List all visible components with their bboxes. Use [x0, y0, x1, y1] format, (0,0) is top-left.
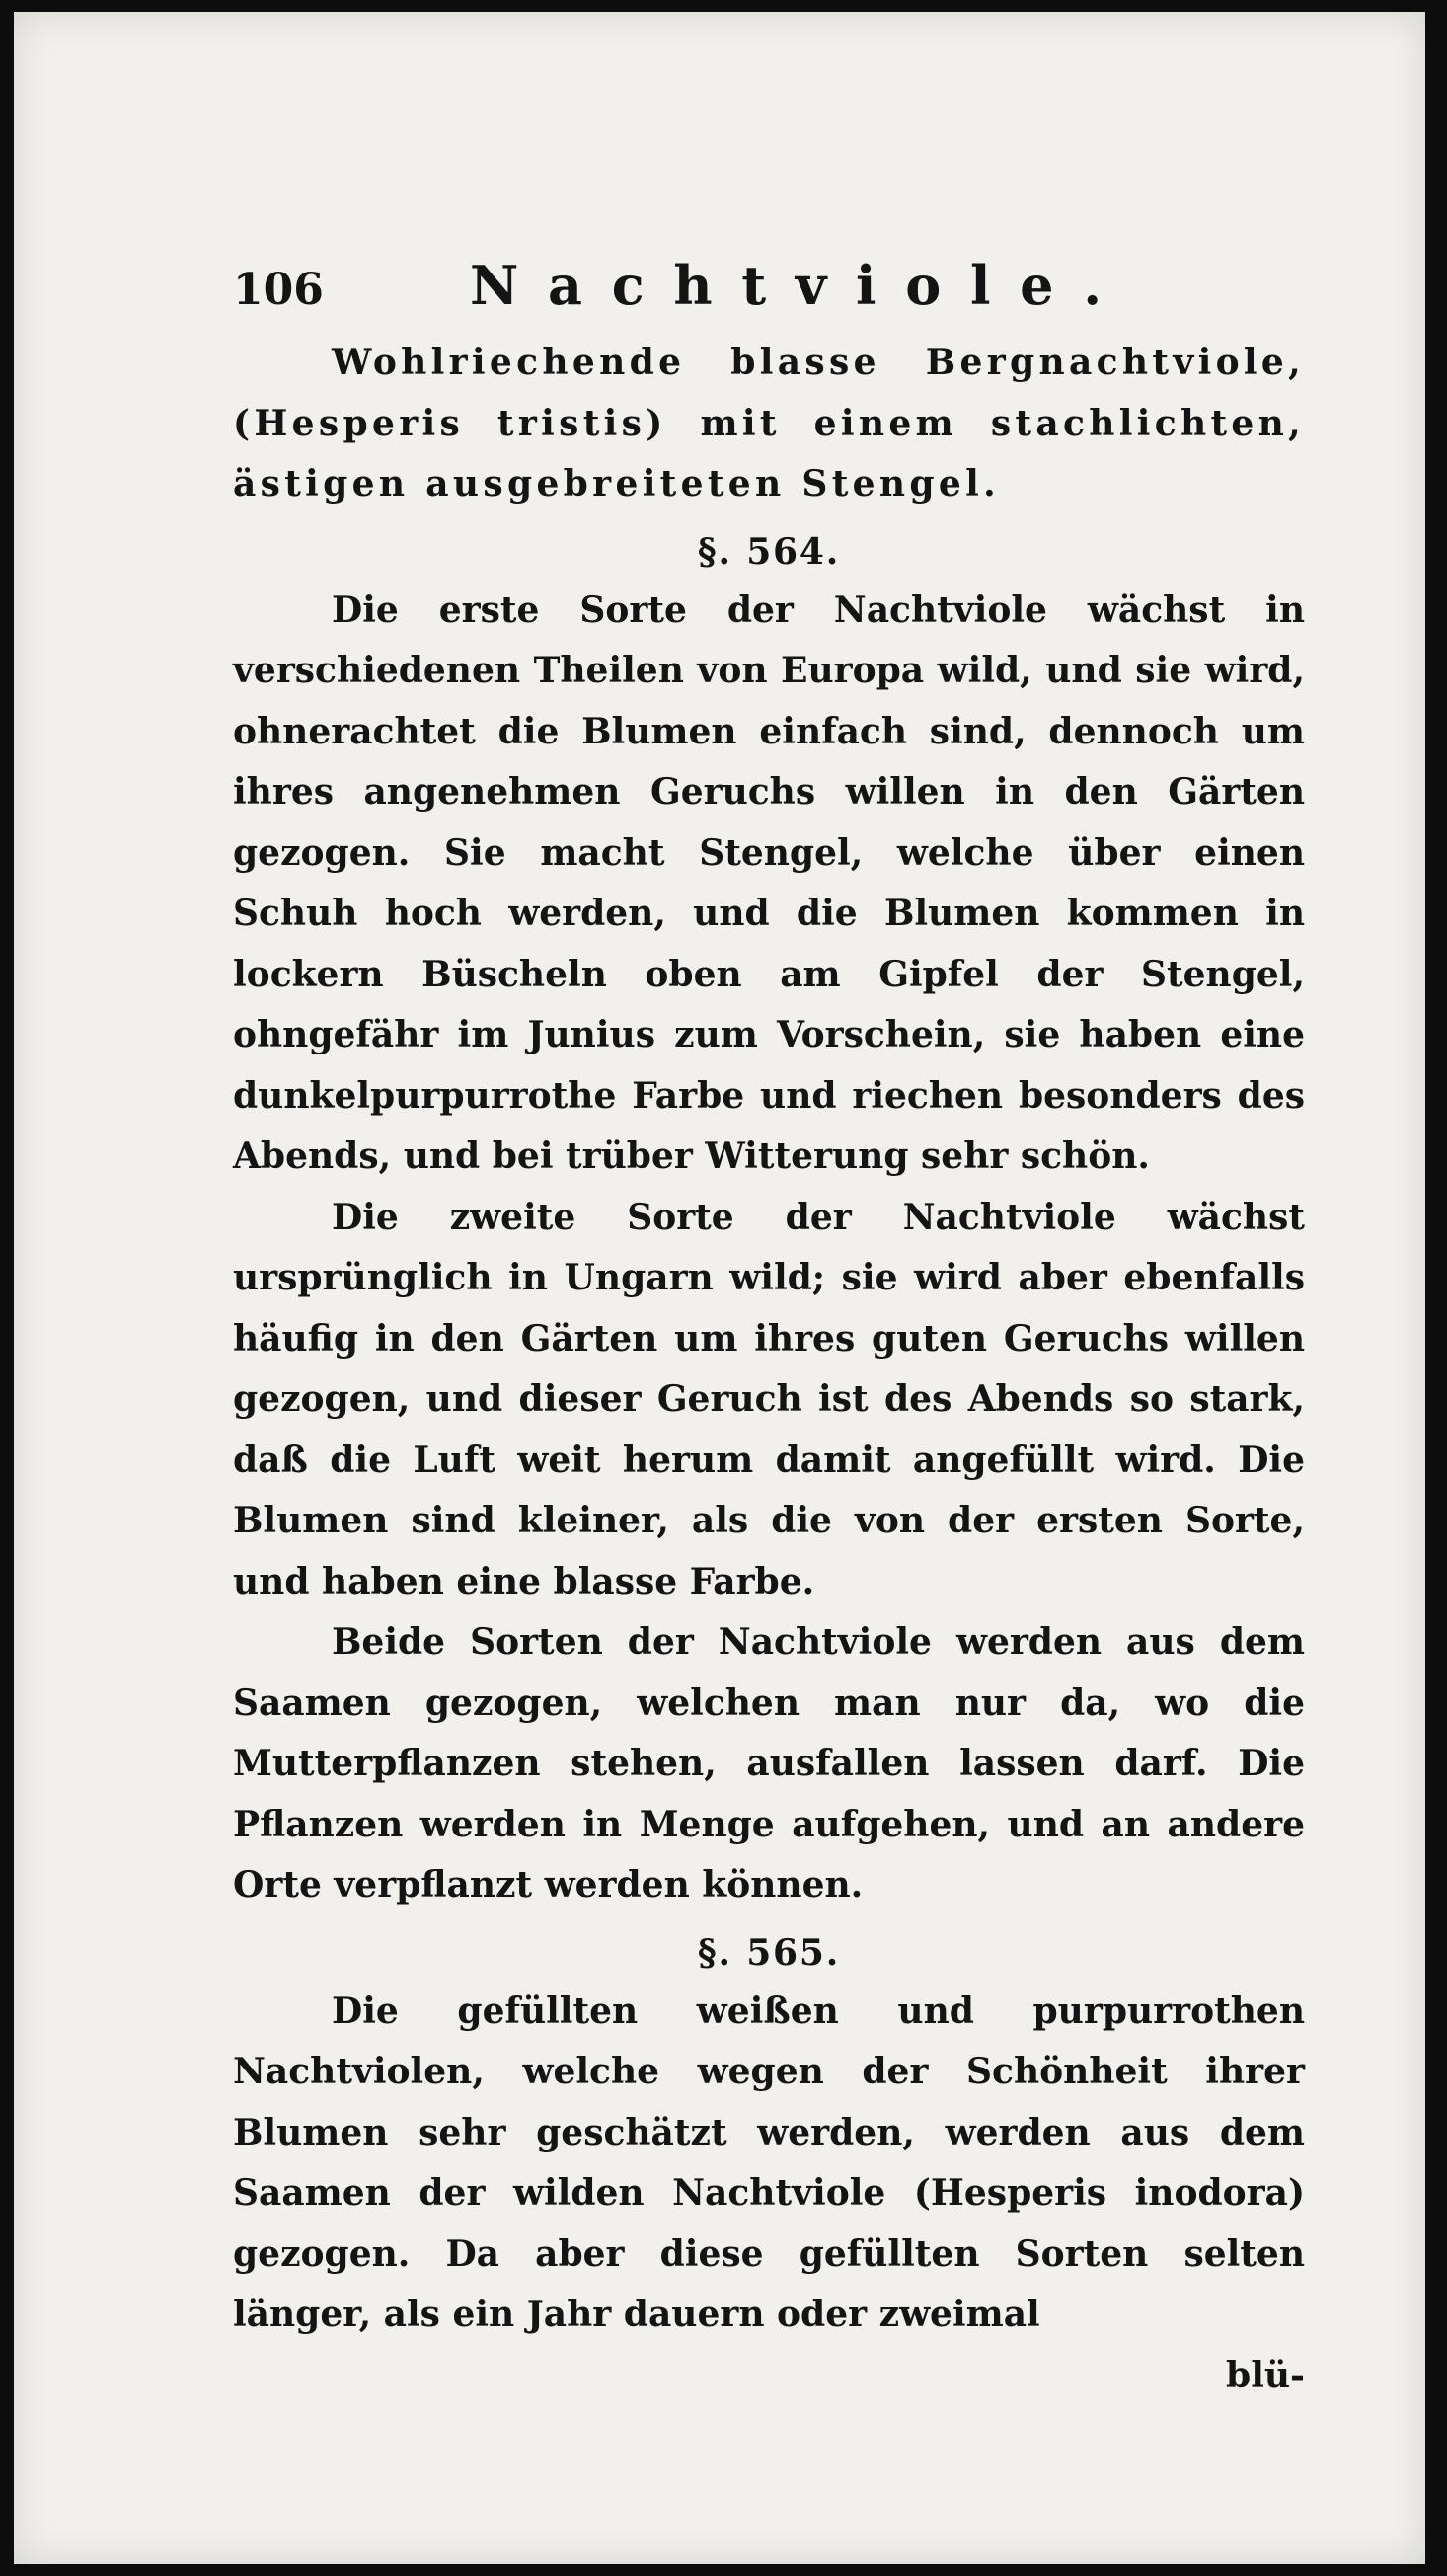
paragraph-first-sort: Die erste Sorte der Nachtviole wächst in verschiedenen Theilen von Europa wild, und sie wird, ohnerachtet die Blumen einfach sind, dennoch um ihres angenehmen Geruchs willen in den Gärten gezogen. Sie macht Stengel, welche über einen Schuh hoch werden, und die Blumen kommen in lockern Büscheln oben am Gipfel der Stengel, ohngefähr im Junius zum Vorschein, sie haben eine dunkelpurpurrothe Farbe und riechen besonders des Abends, und bei trüber Witterung sehr schön. — [233, 588, 1305, 1177]
page-number: 106 — [233, 265, 324, 315]
catchword: blü- — [1226, 2354, 1305, 2396]
species-description: Wohlriechende blasse Bergnachtviole, (Hesperis tristis) mit einem stachlichten, ästigen ausgebreiteten Stengel. — [233, 342, 1305, 505]
paragraph-second-sort: Die zweite Sorte der Nachtviole wächst ursprünglich in Ungarn wild; sie wird aber ebenfalls häufig in den Gärten um ihres guten Geruchs willen gezogen, und dieser Geruch ist des Abends so stark, daß die Luft weit herum damit angefüllt wird. Die Blumen sind kleiner, als die von der ersten Sorte, und haben eine blasse Farbe. — [233, 1196, 1305, 1602]
paragraph-propagation: Beide Sorten der Nachtviole werden aus dem Saamen gezogen, welchen man nur da, wo die Mutterpflanzen stehen, ausfallen lassen darf. Die Pflanzen werden in Menge aufgehen, und an andere Orte verpflanzt werden können. — [233, 1621, 1305, 1906]
section-heading-564: §. 564. — [697, 530, 841, 573]
paragraph-double-flowers: Die gefüllten weißen und purpurrothen Nachtviolen, welche wegen der Schönheit ihrer Blumen sehr geschätzt werden, werden aus dem Saamen der wilden Nachtviole (Hesperis inodora) gezogen. Da aber diese gefüllten Sorten selten länger, als ein Jahr dauern oder zweimal — [233, 1990, 1305, 2335]
page-header — [233, 254, 1305, 333]
book-page — [14, 12, 1425, 2564]
section-heading-565: §. 565. — [697, 1931, 841, 1974]
text-block — [233, 254, 1305, 2406]
running-title: Nachtviole. — [470, 254, 1131, 317]
